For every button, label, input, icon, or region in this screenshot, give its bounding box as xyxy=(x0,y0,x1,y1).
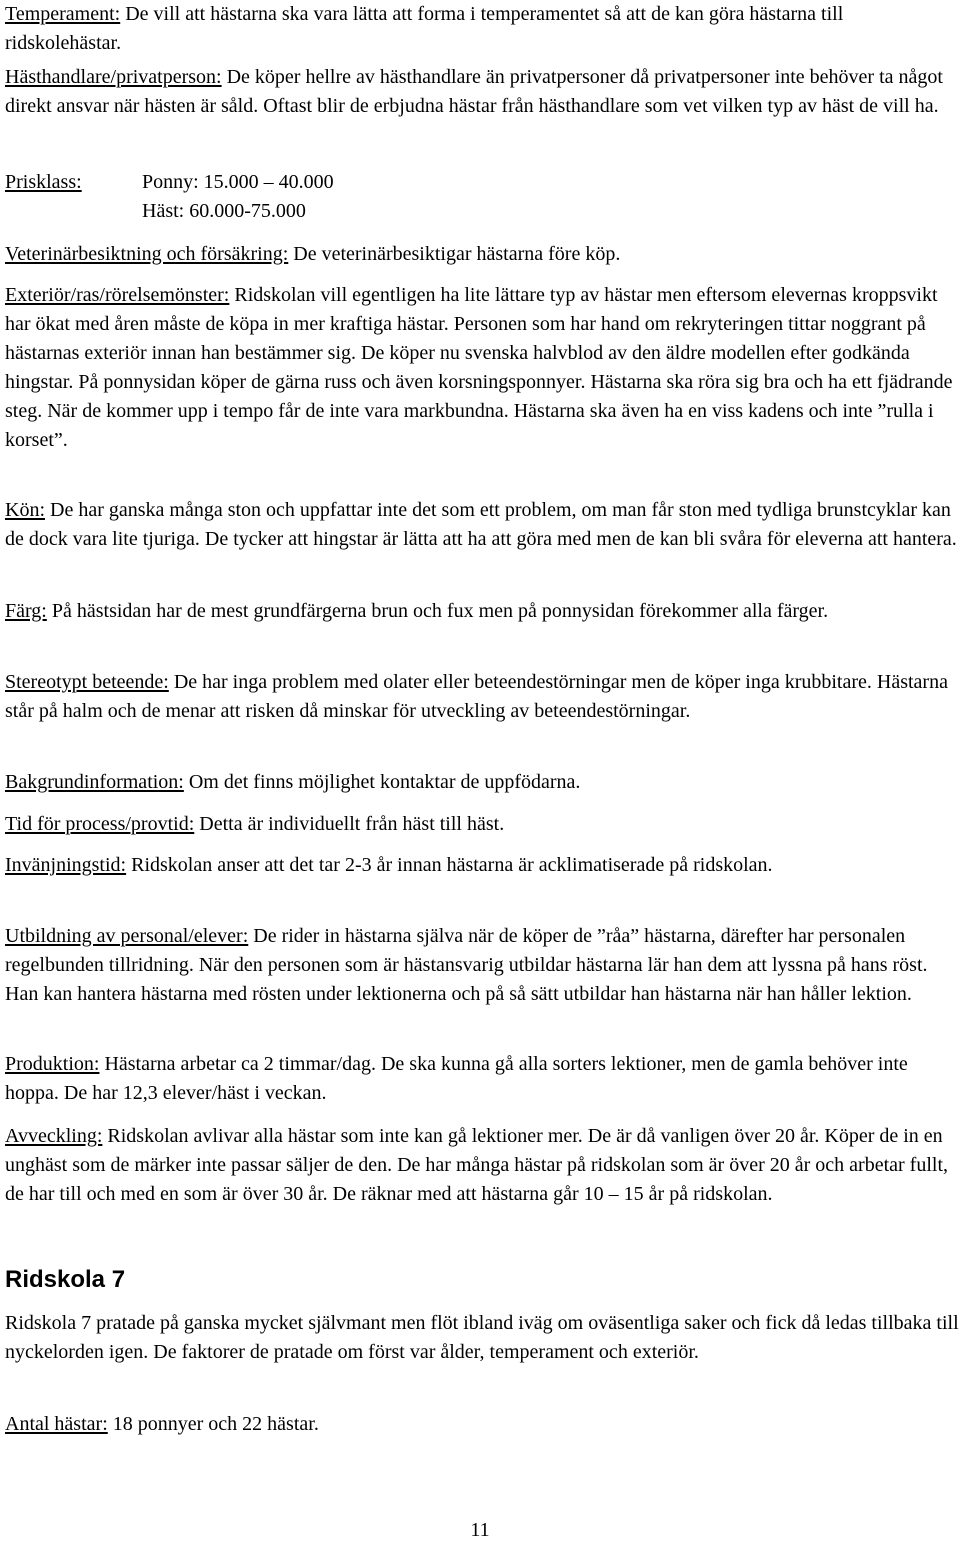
price-horse: Häst: 60.000-75.000 xyxy=(142,200,306,222)
label-temperament: Temperament: xyxy=(5,3,121,25)
page-number: 11 xyxy=(470,1519,490,1541)
text-kon: De har ganska många ston och uppfattar inte det som ett problem, om man får ston med tydliga brunstcyklar kan de dock vara lite tjuriga. De tycker att hingstar är lätta att ha att göra med men de kan bli svåra för eleverna att hantera. xyxy=(5,499,957,550)
paragraph-veterinar xyxy=(5,240,960,269)
paragraph-produktion xyxy=(5,1050,960,1108)
text-antal-hastar: 18 ponnyer och 22 hästar. xyxy=(107,1413,319,1435)
paragraph-hasthandlare xyxy=(5,63,950,121)
label-utbildning: Utbildning av personal/elever: xyxy=(5,925,249,947)
paragraph-bakgrund xyxy=(5,768,960,797)
label-tid: Tid för process/provtid: xyxy=(5,813,195,835)
label-hasthandlare: Hästhandlare/privatperson: xyxy=(5,66,222,88)
label-stereotypt: Stereotypt beteende: xyxy=(5,671,169,693)
label-antal-hastar: Antal hästar: xyxy=(5,1413,108,1435)
text-produktion: Hästarna arbetar ca 2 timmar/dag. De ska kunna gå alla sorters lektioner, men de gamla behöver inte hoppa. De har 12,3 elever/häst i veckan. xyxy=(5,1053,908,1104)
label-kon: Kön: xyxy=(5,499,45,521)
label-prisklass: Prisklass: xyxy=(5,171,82,193)
paragraph-exterior xyxy=(5,281,957,455)
label-avveckling: Avveckling: xyxy=(5,1125,103,1147)
label-farg: Färg: xyxy=(5,600,47,622)
text-tid: Detta är individuellt från häst till häst. xyxy=(194,813,505,835)
text-avveckling: Ridskolan avlivar alla hästar som inte kan gå lektioner mer. De är då vanligen över 20 år. Köper de in en unghäst som de märker inte passar säljer de den. De har många hästar på ridskolan som är över 20 år och arbetar fullt, de har till och med en som är över 30 år. De räknar med att hästarna går 10 – 15 år på ridskolan. xyxy=(5,1125,948,1205)
section-intro: Ridskola 7 pratade på ganska mycket självmant men flöt ibland iväg om oväsentliga saker och fick då ledas tillbaka till nyckelorden igen. De faktorer de pratade om först var ålder, temperament och exteriör. xyxy=(5,1312,959,1363)
text-exterior: Ridskolan vill egentligen ha lite lättare typ av hästar men eftersom elevernas kroppsvikt har ökat med åren måste de köpa in mer kraftiga hästar. Personen som har hand om rekryteringen tittar noggrant på hästarnas exteriör innan han bestämmer sig. De köper nu svenska halvblod av den äldre modellen efter godkända hingstar. På ponnysidan köper de gärna russ och även korsningsponnyer. Hästarna ska röra sig bra och ha ett fjädrande steg. När de kommer upp i tempo får de inte vara markbundna. Hästarna ska även ha en viss kadens och inte ”rulla i korset”. xyxy=(5,284,953,451)
label-invanjning: Invänjningstid: xyxy=(5,854,127,876)
paragraph-tid xyxy=(5,810,960,839)
paragraph-invanjning xyxy=(5,851,905,880)
price-pony: Ponny: 15.000 – 40.000 xyxy=(142,171,334,193)
text-veterinar: De veterinärbesiktigar hästarna före köp. xyxy=(288,243,621,265)
text-bakgrund: Om det finns möjlighet kontaktar de uppfödarna. xyxy=(183,771,581,793)
text-temperament: De vill att hästarna ska vara lätta att forma i temperamentet så att de kan göra hästarna till ridskolehästar. xyxy=(5,3,844,54)
paragraph-temperament xyxy=(5,0,960,58)
text-utbildning: De rider in hästarna själva när de köper de ”råa” hästarna, därefter har personalen regelbunden tillridning. När den personen som är hästansvarig utbildar hästarna lär han dem att lyssna på hans röst. Han kan hantera hästarna med rösten under lektionerna och på så sätt utbildar han hästarna när han håller lektion. xyxy=(5,925,928,1005)
label-exterior: Exteriör/ras/rörelsemönster: xyxy=(5,284,230,306)
paragraph-kon xyxy=(5,496,960,554)
label-bakgrund: Bakgrundinformation: xyxy=(5,771,184,793)
paragraph-antal-hastar xyxy=(5,1410,960,1439)
price-class-block xyxy=(5,168,960,230)
text-hasthandlare: De köper hellre av hästhandlare än privatpersoner då privatpersoner inte behöver ta något direkt ansvar när hästen är såld. Oftast blir de erbjudna hästar från hästhandlare som vet vilken typ av häst de vill ha. xyxy=(5,66,943,117)
text-farg: På hästsidan har de mest grundfärgerna brun och fux men på ponnysidan förekommer alla färger. xyxy=(46,600,829,622)
paragraph-avveckling xyxy=(5,1122,950,1209)
text-invanjning: Ridskolan anser att det tar 2-3 år innan hästarna är acklimatiserade på ridskolan. xyxy=(126,854,773,876)
label-veterinar: Veterinärbesiktning och försäkring: xyxy=(5,243,289,265)
paragraph-stereotypt xyxy=(5,668,960,726)
text-stereotypt: De har inga problem med olater eller beteendestörningar men de köper inga krubbitare. Hästarna står på halm och de menar att risken då minskar för utveckling av beteendestörningar. xyxy=(5,671,948,722)
paragraph-utbildning xyxy=(5,922,960,1009)
paragraph-farg xyxy=(5,597,960,626)
section-heading: Ridskola 7 xyxy=(5,1266,126,1293)
label-produktion: Produktion: xyxy=(5,1053,100,1075)
